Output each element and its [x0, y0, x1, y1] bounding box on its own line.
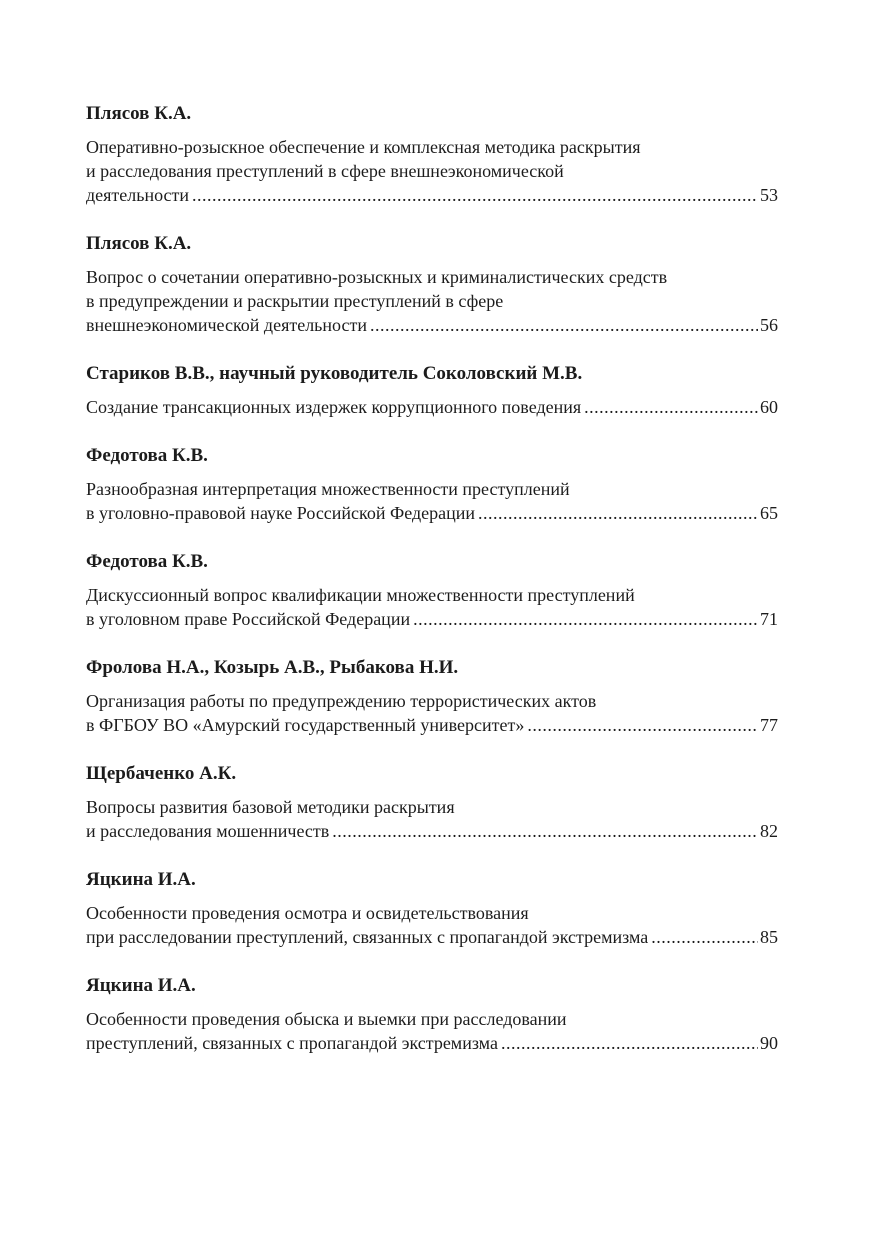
toc-entry-title-line: внешнеэкономической деятельности	[86, 315, 367, 335]
toc-entry[interactable]	[86, 362, 778, 419]
dot-leader	[332, 819, 758, 843]
dot-leader	[501, 1031, 758, 1055]
toc-entry-title-line: Создание трансакционных издержек коррупционного поведения	[86, 397, 582, 417]
toc-entry-page-number[interactable]: 82	[760, 821, 778, 841]
toc-entry-title	[86, 1007, 778, 1055]
toc-entry-title-line: и расследования мошенничеств	[86, 821, 330, 841]
toc-entry-title-line: в ФГБОУ ВО «Амурский государственный университет»	[86, 715, 525, 735]
toc-entry-last-line	[86, 607, 778, 631]
toc-entry-title-line: Дискуссионный вопрос квалификации множественности преступлений	[86, 585, 635, 605]
toc-entry-title	[86, 477, 778, 525]
table-of-contents	[86, 102, 778, 1055]
toc-entry-last-line	[86, 395, 778, 419]
dot-leader	[370, 313, 758, 337]
toc-entry-author: Фролова Н.А., Козырь А.В., Рыбакова Н.И.	[86, 657, 459, 678]
toc-entry-title-line: Оперативно-розыскное обеспечение и комплексная методика раскрытия	[86, 137, 641, 157]
toc-entry-author: Стариков В.В., научный руководитель Соколовский М.В.	[86, 363, 583, 384]
toc-entry-title	[86, 795, 778, 843]
toc-entry[interactable]	[86, 762, 778, 843]
toc-entry-last-line	[86, 819, 778, 843]
toc-entry-title-line: в уголовном праве Российской Федерации	[86, 609, 411, 629]
toc-entry-title	[86, 135, 778, 207]
toc-entry-title-line: деятельности	[86, 185, 190, 205]
toc-entry-page-number[interactable]: 71	[760, 609, 778, 629]
toc-entry-title	[86, 689, 778, 737]
toc-entry-page-number[interactable]: 56	[760, 315, 778, 335]
toc-entry-title	[86, 395, 778, 419]
toc-entry-page-number[interactable]: 85	[760, 927, 778, 947]
toc-entry-title-line: в предупреждении и раскрытии преступлений в сфере	[86, 291, 504, 311]
toc-entry-last-line	[86, 501, 778, 525]
toc-entry-author: Щербаченко А.К.	[86, 763, 237, 784]
toc-entry-title-line: Вопрос о сочетании оперативно-розыскных и криминалистических средств	[86, 267, 668, 287]
toc-entry-title-line: Особенности проведения обыска и выемки при расследовании	[86, 1009, 567, 1029]
toc-entry-last-line	[86, 713, 778, 737]
toc-entry-title-line: Особенности проведения осмотра и освидетельствования	[86, 903, 529, 923]
toc-entry-title-line: преступлений, связанных с пропагандой экстремизма	[86, 1033, 498, 1053]
toc-entry-title	[86, 583, 778, 631]
dot-leader	[192, 183, 758, 207]
toc-entry-page-number[interactable]: 60	[760, 397, 778, 417]
toc-entry-page-number[interactable]: 90	[760, 1033, 778, 1053]
toc-entry[interactable]	[86, 102, 778, 207]
toc-entry-title	[86, 265, 778, 337]
toc-entry[interactable]	[86, 444, 778, 525]
toc-entry-last-line	[86, 925, 778, 949]
dot-leader	[527, 713, 758, 737]
toc-entry-title-line: и расследования преступлений в сфере внешнеэкономической	[86, 161, 564, 181]
toc-entry-author: Яцкина И.А.	[86, 869, 196, 890]
toc-entry-title-line: Разнообразная интерпретация множественности преступлений	[86, 479, 570, 499]
dot-leader	[651, 925, 758, 949]
toc-entry-title	[86, 901, 778, 949]
toc-entry[interactable]	[86, 974, 778, 1055]
toc-entry[interactable]	[86, 868, 778, 949]
toc-entry-page-number[interactable]: 65	[760, 503, 778, 523]
toc-entry-page-number[interactable]: 53	[760, 185, 778, 205]
toc-entry[interactable]	[86, 656, 778, 737]
toc-entry-author: Федотова К.В.	[86, 551, 208, 572]
toc-entry-title-line: Вопросы развития базовой методики раскрытия	[86, 797, 455, 817]
toc-entry-page-number[interactable]: 77	[760, 715, 778, 735]
toc-entry-title-line: при расследовании преступлений, связанных с пропагандой экстремизма	[86, 927, 649, 947]
toc-entry-title-line: Организация работы по предупреждению террористических актов	[86, 691, 597, 711]
toc-entry-author: Яцкина И.А.	[86, 975, 196, 996]
toc-entry-author: Федотова К.В.	[86, 445, 208, 466]
toc-entry-last-line	[86, 313, 778, 337]
dot-leader	[478, 501, 758, 525]
dot-leader	[584, 395, 758, 419]
toc-entry-last-line	[86, 183, 778, 207]
toc-entry-author: Плясов К.А.	[86, 103, 192, 124]
toc-entry-last-line	[86, 1031, 778, 1055]
toc-entry-author: Плясов К.А.	[86, 233, 192, 254]
dot-leader	[413, 607, 758, 631]
toc-entry-title-line: в уголовно-правовой науке Российской Федерации	[86, 503, 476, 523]
toc-entry[interactable]	[86, 232, 778, 337]
toc-entry[interactable]	[86, 550, 778, 631]
